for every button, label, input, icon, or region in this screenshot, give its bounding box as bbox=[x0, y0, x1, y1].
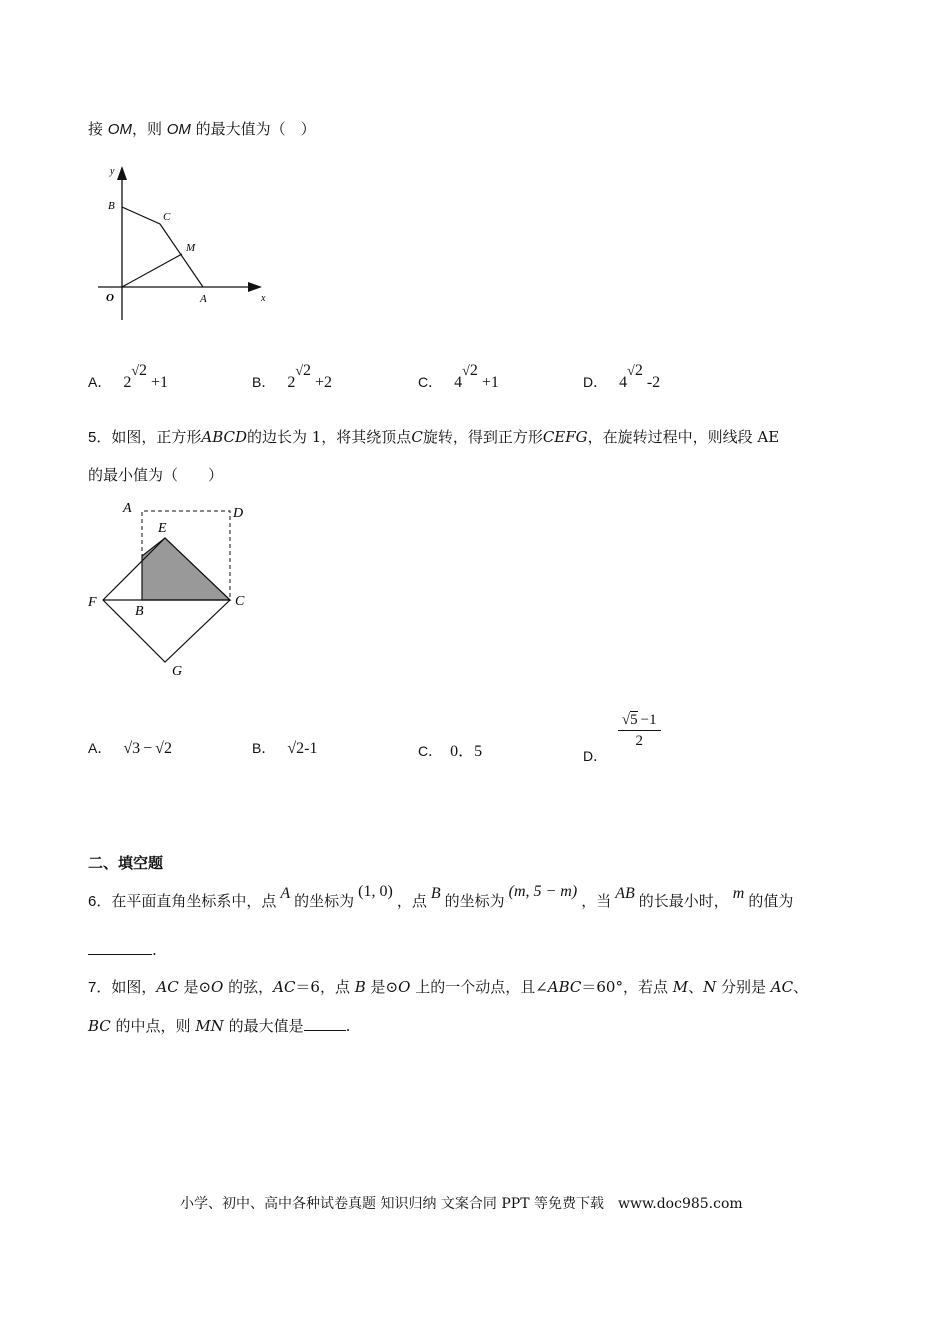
coef: 4 bbox=[619, 374, 628, 391]
q7-o: O bbox=[211, 978, 224, 996]
y-axis-arrow bbox=[117, 166, 127, 180]
label-b: B bbox=[108, 200, 115, 212]
q7-o: O bbox=[398, 978, 411, 996]
q4-stem-text: 的最大值为（ ） bbox=[190, 120, 316, 138]
q7-text: 是⊙ bbox=[178, 978, 212, 996]
minus: − bbox=[143, 740, 153, 757]
radicand: 5 bbox=[630, 712, 638, 728]
q7-stem-line2 bbox=[88, 1015, 350, 1036]
label-m: M bbox=[186, 242, 196, 254]
q7-text: 的最大值是 bbox=[223, 1017, 304, 1035]
section-title: 二、填空题 bbox=[88, 854, 164, 872]
sqrt: √2 bbox=[627, 362, 643, 379]
fraction-numerator: √5 −1 bbox=[618, 712, 661, 731]
label-y: y bbox=[110, 166, 115, 177]
point-a: A bbox=[280, 885, 291, 902]
q5-cefg: CEFG bbox=[542, 428, 588, 446]
q4-stem-text: 接 bbox=[88, 120, 108, 138]
tail: +2 bbox=[315, 374, 333, 391]
q5-option-c[interactable] bbox=[418, 738, 482, 761]
q5-stem-line2 bbox=[88, 464, 223, 485]
radicand: 3 bbox=[132, 740, 141, 757]
coord-a: (1, 0) bbox=[358, 883, 393, 900]
q5-text: 的边长为 1，将其绕顶点 bbox=[247, 428, 412, 446]
q7-ac: AC bbox=[770, 978, 794, 996]
q5-option-a[interactable] bbox=[88, 738, 172, 758]
tail: -2 bbox=[646, 374, 661, 391]
answer-blank[interactable] bbox=[304, 1016, 346, 1031]
q4-om: OM bbox=[107, 121, 132, 138]
option-letter: B． bbox=[252, 374, 276, 390]
q7-b: B bbox=[354, 978, 366, 996]
q6-text: 的坐标为 bbox=[444, 892, 505, 910]
q4-option-c[interactable] bbox=[418, 362, 499, 392]
x-axis-arrow bbox=[248, 282, 262, 292]
q7-text: 、 bbox=[793, 978, 809, 996]
label-f: F bbox=[88, 595, 97, 610]
q6-text: ，点 bbox=[396, 892, 427, 910]
q6-text: 的坐标为 bbox=[294, 892, 355, 910]
q7-end: . bbox=[345, 1017, 351, 1035]
coord-b: (m, 5 − m) bbox=[508, 883, 578, 900]
q7-text: 是⊙ bbox=[365, 978, 399, 996]
q6-stem bbox=[88, 883, 794, 911]
q5-stem-line1 bbox=[88, 426, 779, 447]
sqrt: √2 bbox=[287, 740, 305, 757]
label-e: E bbox=[158, 521, 167, 536]
answer-blank[interactable] bbox=[88, 940, 152, 955]
question-number: 6． bbox=[88, 893, 112, 910]
q7-m: M bbox=[672, 978, 689, 996]
label-x: x bbox=[261, 293, 266, 304]
q7-stem-line1 bbox=[88, 976, 808, 997]
segment-om bbox=[122, 254, 182, 287]
footer-text: 小学、初中、高中各种试卷真题 知识归纳 文案合同 PPT 等免费下载 www.doc985.com bbox=[180, 1196, 743, 1212]
option-letter: B． bbox=[252, 740, 276, 756]
q7-text: ＝6，点 bbox=[295, 978, 355, 996]
q4-stem-text: ，则 bbox=[131, 120, 167, 138]
q5-option-b[interactable] bbox=[252, 738, 317, 758]
coef: 4 bbox=[454, 374, 463, 391]
label-a: A bbox=[123, 501, 132, 516]
q5-text: 如图，正方形 bbox=[111, 428, 202, 446]
q6-text: 的值为 bbox=[748, 892, 794, 910]
q7-text: 如图， bbox=[111, 978, 157, 996]
value: 0．5 bbox=[450, 743, 483, 760]
q7-n: N bbox=[703, 978, 717, 996]
q7-abc: ABC bbox=[547, 978, 582, 996]
label-c: C bbox=[163, 211, 171, 223]
q6-end: . bbox=[152, 941, 157, 959]
point-b: B bbox=[430, 885, 441, 902]
q5-figure bbox=[85, 495, 260, 680]
q7-ac: AC bbox=[273, 978, 296, 996]
radicand: 2 bbox=[303, 362, 312, 379]
q4-option-a[interactable] bbox=[88, 362, 169, 392]
label-c: C bbox=[235, 594, 245, 609]
q4-om: OM bbox=[166, 121, 191, 138]
q4-figure bbox=[90, 160, 280, 325]
label-d: D bbox=[233, 506, 244, 521]
q6-text: 的长最小时， bbox=[638, 892, 729, 910]
q7-mn: MN bbox=[195, 1017, 224, 1035]
q7-text: 分别是 bbox=[716, 978, 771, 996]
question-number: 7． bbox=[88, 979, 112, 996]
q5-abcd: ABCD bbox=[201, 428, 247, 446]
radicand: 2 bbox=[469, 362, 478, 379]
q7-text: 、 bbox=[688, 978, 704, 996]
q5-c: C bbox=[411, 428, 423, 446]
q5-text: ，在旋转过程中，则线段 AE bbox=[587, 428, 780, 446]
q4-option-d[interactable] bbox=[583, 362, 661, 392]
fraction bbox=[618, 712, 661, 750]
q7-text: 上的一个动点，且∠ bbox=[410, 978, 548, 996]
option-letter: D． bbox=[583, 374, 608, 390]
option-letter: C． bbox=[418, 374, 443, 390]
option-letter: A． bbox=[88, 740, 112, 756]
label-a: A bbox=[200, 293, 207, 305]
q7-text: 的中点，则 bbox=[110, 1017, 196, 1035]
sqrt: √2 bbox=[462, 362, 478, 379]
sqrt: √3 bbox=[123, 740, 141, 757]
coef: 2 bbox=[123, 374, 132, 391]
q7-text: ＝60°，若点 bbox=[581, 978, 673, 996]
fraction-denominator: 2 bbox=[635, 733, 643, 749]
tail: +1 bbox=[481, 374, 499, 391]
option-letter: C． bbox=[418, 743, 443, 759]
q5-option-d[interactable] bbox=[583, 712, 661, 764]
q6-text: ，当 bbox=[581, 892, 612, 910]
option-letter: D． bbox=[583, 748, 608, 764]
label-o: O bbox=[106, 292, 114, 304]
option-letter: A． bbox=[88, 374, 112, 390]
q4-stem bbox=[88, 118, 316, 139]
radicand: 2 bbox=[634, 362, 643, 379]
q7-text: 的弦， bbox=[223, 978, 274, 996]
q4-option-b[interactable] bbox=[252, 362, 333, 392]
tail: +1 bbox=[151, 374, 169, 391]
sqrt: √2 bbox=[295, 362, 312, 379]
segment-ab: AB bbox=[615, 885, 635, 902]
q6-answer-line bbox=[88, 940, 157, 959]
q7-bc: BC bbox=[88, 1017, 111, 1035]
q6-text: 在平面直角坐标系中，点 bbox=[111, 892, 277, 910]
coef: 2 bbox=[287, 374, 296, 391]
sqrt: √2 bbox=[131, 362, 148, 379]
question-number: 5． bbox=[88, 429, 112, 446]
label-g: G bbox=[172, 664, 183, 679]
radicand: 2 bbox=[139, 362, 148, 379]
radicand: 2 bbox=[296, 740, 305, 757]
numerator-tail: −1 bbox=[640, 712, 657, 728]
label-b: B bbox=[135, 604, 144, 619]
radicand: 2 bbox=[163, 740, 172, 757]
tail: -1 bbox=[304, 740, 318, 757]
variable-m: m bbox=[732, 885, 745, 902]
q7-ac: AC bbox=[156, 978, 179, 996]
q5-text: 的最小值为（ ） bbox=[88, 466, 224, 484]
sqrt: √2 bbox=[155, 740, 172, 757]
q5-text: 旋转，得到正方形 bbox=[422, 428, 543, 446]
